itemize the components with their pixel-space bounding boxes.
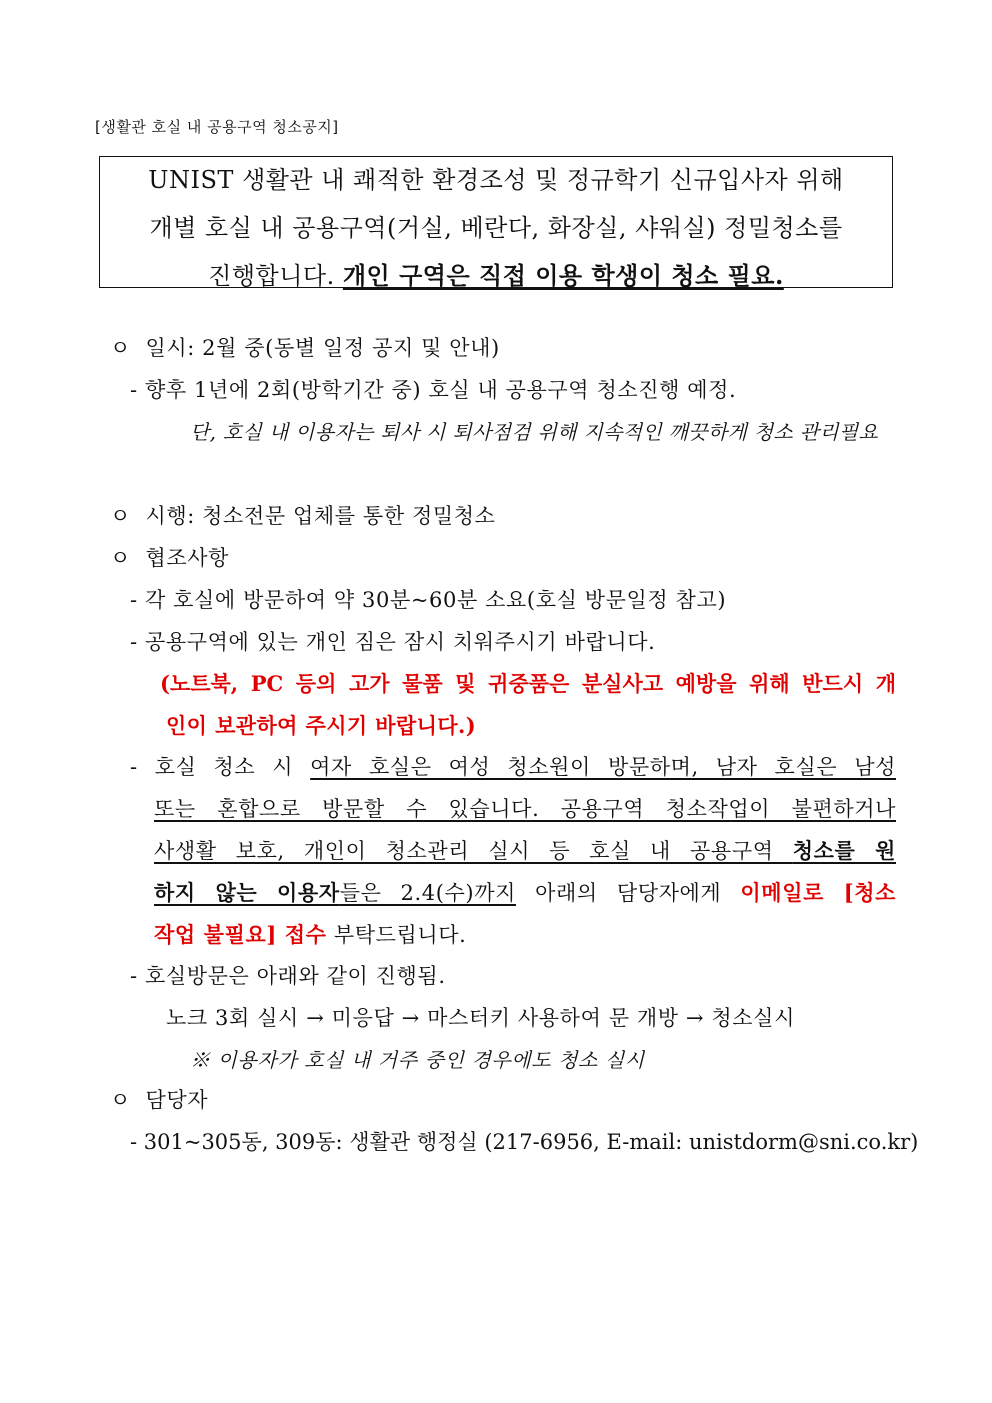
cleaning-policy-line-2 xyxy=(154,793,896,823)
contact-heading-text: 담당자 xyxy=(145,1088,209,1112)
summary-emphasis: 개인 구역은 직접 이용 학생이 청소 필요. xyxy=(342,261,784,290)
cooperation-item-belongings: - 공용구역에 있는 개인 짐은 잠시 치워주시기 바랍니다. xyxy=(130,630,656,654)
summary-line-3 xyxy=(100,256,892,291)
visit-procedure-note: ※ 이용자가 호실 내 거주 중인 경우에도 청소 실시 xyxy=(190,1048,645,1072)
notice-caption: [생활관 호실 내 공용구역 청소공지] xyxy=(95,118,339,136)
bullet-icon: ㅇ xyxy=(110,546,131,570)
schedule-sub: - 향후 1년에 2회(방학기간 중) 호실 내 공용구역 청소진행 예정. xyxy=(130,378,737,402)
schedule-note: 단, 호실 내 이용자는 퇴사 시 퇴사점검 위해 지속적인 깨끗하게 청소 관리필요 xyxy=(190,420,879,444)
contact-instruction-text: 아래의 담당자에게 xyxy=(516,881,741,905)
gender-policy-text: 여자 호실은 여성 청소원이 방문하며, 남자 호실은 남성 xyxy=(310,755,896,779)
summary-box xyxy=(99,156,893,288)
cleaning-policy-line-3 xyxy=(154,835,896,865)
privacy-text: 사생활 보호, 개인이 청소관리 실시 등 호실 내 공용구역 xyxy=(154,839,793,863)
deadline-text: 들은 2.4(수)까지 xyxy=(339,881,517,905)
cooperation-heading xyxy=(110,542,229,572)
summary-line-3-text: 진행합니다. xyxy=(208,262,343,290)
cleaning-policy-line-1 xyxy=(130,751,896,781)
bullet-icon: ㅇ xyxy=(110,1088,131,1112)
cooperation-heading-text: 협조사항 xyxy=(145,546,229,570)
visit-procedure-flow: 노크 3회 실시 → 미응답 → 마스터키 사용하여 문 개방 → 청소실시 xyxy=(166,1006,795,1030)
contact-heading xyxy=(110,1084,208,1114)
visit-procedure-heading: - 호실방문은 아래와 같이 진행됨. xyxy=(130,964,446,988)
valuables-warning-line-1: (노트북, PC 등의 고가 물품 및 귀중품은 분실사고 예방을 위해 반드시 개 xyxy=(160,671,896,696)
summary-line-1: UNIST 생활관 내 쾌적한 환경조성 및 정규학기 신규입사자 위해 xyxy=(148,166,844,194)
cleaning-policy-text: 또는 혼합으로 방문할 수 있습니다. 공용구역 청소작업이 불편하거나 xyxy=(154,797,896,821)
schedule-heading-text: 일시: 2월 중(동별 일정 공지 및 안내) xyxy=(145,336,500,360)
valuables-warning-line-2: 인이 보관하여 주시기 바랍니다.) xyxy=(166,713,477,738)
cleaning-policy-prefix: - 호실 청소 시 xyxy=(130,755,311,779)
bullet-icon: ㅇ xyxy=(110,336,131,360)
request-ending-text: 부탁드립니다. xyxy=(326,923,467,947)
cooperation-item-visit: - 각 호실에 방문하여 약 30분~60분 소요(호실 방문일정 참고) xyxy=(130,588,727,612)
contact-item: - 301~305동, 309동: 생활관 행정실 (217-6956, E-mail: unistdorm@sni.co.kr) xyxy=(130,1130,919,1154)
summary-line-2: 개별 호실 내 공용구역(거실, 베란다, 화장실, 샤워실) 정밀청소를 xyxy=(149,214,843,242)
email-request-text: 이메일로 [청소 xyxy=(740,880,897,905)
execution-heading-text: 시행: 청소전문 업체를 통한 정밀청소 xyxy=(145,504,496,528)
email-request-text-2: 작업 불필요] 접수 xyxy=(154,922,327,947)
execution-heading xyxy=(110,500,496,530)
opt-out-text: 청소를 원 xyxy=(792,838,896,863)
bullet-icon: ㅇ xyxy=(110,504,131,528)
opt-out-users-text: 하지 않는 이용자 xyxy=(154,880,340,905)
cleaning-policy-line-4 xyxy=(154,877,896,907)
cleaning-policy-line-5 xyxy=(154,919,466,949)
schedule-heading xyxy=(110,332,500,362)
